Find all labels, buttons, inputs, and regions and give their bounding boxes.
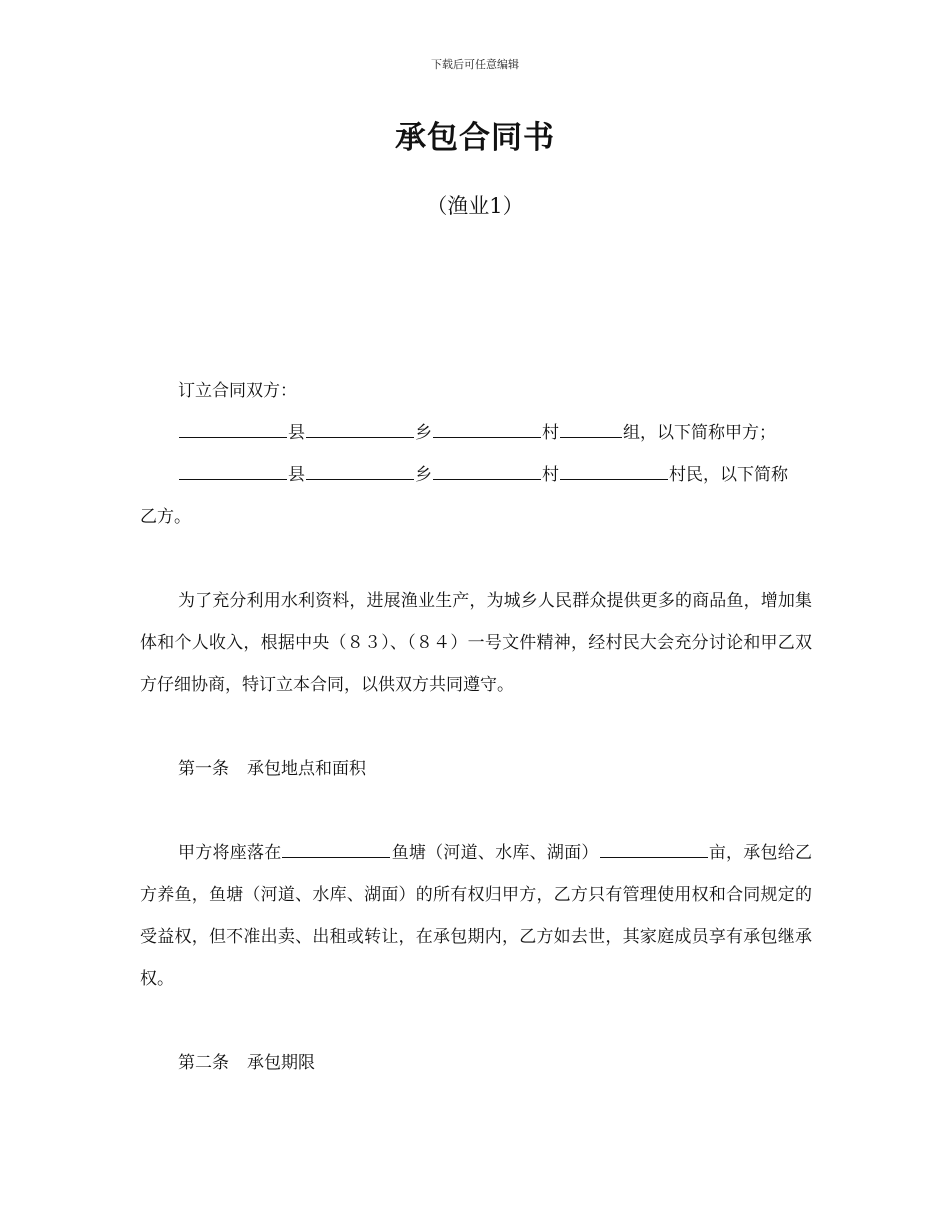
preamble-line: 增加集体和个人收入，根据中央（８３）、（８４）一号文件精神，经村民大会充 — [140, 591, 813, 653]
article-text: 成员享有承包继承权。 — [140, 927, 813, 989]
blank-field — [560, 436, 622, 438]
article-text: 鱼塘（河道、水库、湖面） — [391, 843, 599, 863]
article-number: 第一条 — [178, 759, 229, 779]
blank-field — [433, 478, 541, 480]
document-subtitle: （渔业1） — [426, 194, 524, 218]
document-body — [140, 370, 812, 1084]
blank-field — [282, 856, 390, 858]
article-1-heading — [140, 748, 812, 790]
article-title: 承包地点和面积 — [247, 759, 366, 779]
article-number: 第二条 — [178, 1053, 229, 1073]
article-1-paragraph — [140, 832, 812, 1000]
article-2-heading — [140, 1042, 812, 1084]
label-group: 组，以下简称甲方； — [623, 423, 776, 443]
label-county: 县 — [288, 465, 305, 485]
label-township: 乡 — [415, 465, 432, 485]
party-b-continued — [140, 496, 812, 538]
preamble-paragraph — [140, 580, 812, 706]
header-note: 下载后可任意编辑 — [431, 58, 519, 71]
preamble-line: 分讨论和甲乙双方仔细协商，特订立本合同，以供双方共同遵守。 — [140, 633, 813, 695]
label-township: 乡 — [415, 423, 432, 443]
label-village: 村 — [542, 423, 559, 443]
label-county: 县 — [288, 423, 305, 443]
party-b-continued-text: 乙方。 — [140, 507, 191, 527]
party-a-line — [140, 412, 812, 454]
article-text: 合同规定的受益权，但不准出卖、出租或转让，在承包期内，乙方如去世，其家庭 — [140, 885, 813, 947]
parties-intro-text: 订立合同双方： — [178, 381, 297, 401]
blank-field — [179, 478, 287, 480]
blank-field — [306, 478, 414, 480]
document-title: 承包合同书 — [395, 120, 555, 156]
preamble-line: 为了充分利用水利资料，进展渔业生产，为城乡人民群众提供更多的商品鱼， — [178, 591, 761, 611]
blank-field — [600, 856, 708, 858]
article-text: 甲方将座落在 — [178, 843, 282, 863]
blank-field — [433, 436, 541, 438]
article-text: 亩，承包 — [708, 843, 778, 863]
label-village: 村 — [542, 465, 559, 485]
blank-field — [179, 436, 287, 438]
blank-field — [306, 436, 414, 438]
party-b-line — [140, 454, 812, 496]
blank-field — [560, 478, 668, 480]
article-title: 承包期限 — [247, 1053, 315, 1073]
article-text: 给乙方养鱼，鱼塘（河道、水库、湖面）的所有权归甲方，乙方只有管理使用权和 — [140, 843, 813, 905]
label-villager: 村民，以下简称 — [669, 465, 788, 485]
parties-intro — [140, 370, 812, 412]
